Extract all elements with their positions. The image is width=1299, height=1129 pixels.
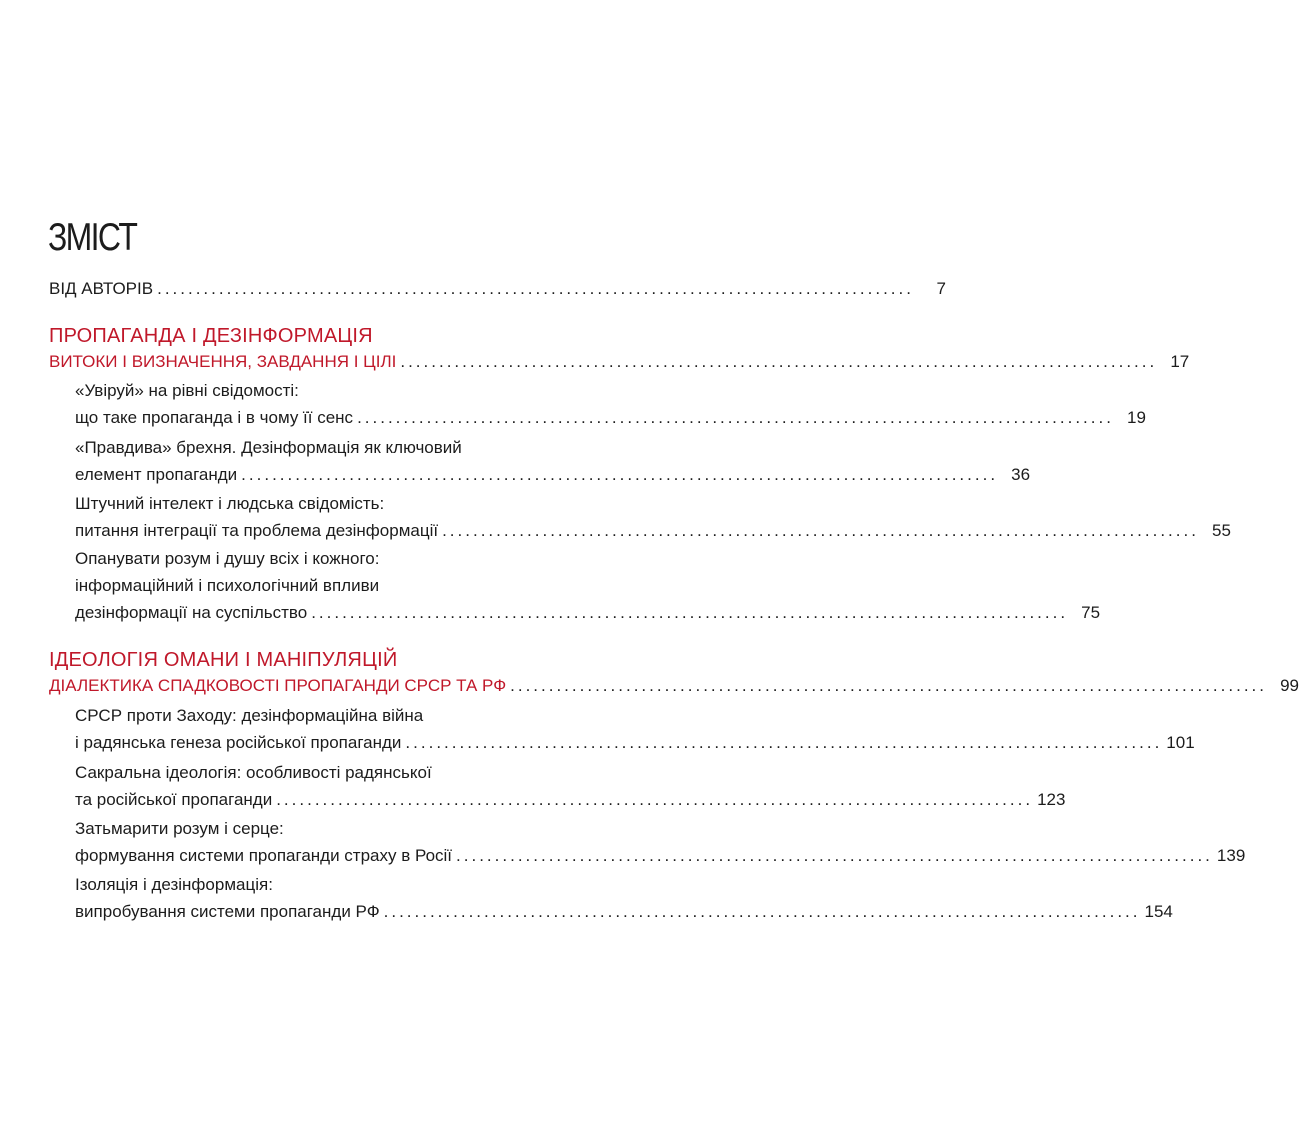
page-number: 7: [936, 279, 946, 298]
dot-leader: ..................................................................................................: [510, 676, 1267, 695]
toc-entry-title: що таке пропаганда і в чому її сенс: [75, 408, 354, 427]
dot-leader: ..................................................................................................: [442, 521, 1199, 540]
toc-entry-line: Опанувати розум і душу всіх і кожного:: [75, 549, 380, 568]
section-heading-1[interactable]: [49, 322, 1190, 375]
toc-entry[interactable]: [75, 815, 1246, 869]
dot-leader: ..................................................................................................: [241, 465, 999, 484]
toc-entry[interactable]: [75, 377, 1146, 431]
dot-leader: ..................................................................................................: [456, 846, 1213, 865]
page-number: 55: [1212, 521, 1231, 540]
dot-leader: ..................................................................................................: [357, 408, 1114, 427]
toc-entry-line: Затьмарити розум і серце:: [75, 819, 284, 838]
dot-leader: ..................................................................................................: [400, 352, 1158, 371]
toc-entry[interactable]: [75, 490, 1231, 544]
page-number: 19: [1127, 408, 1146, 427]
dot-leader: ..................................................................................................: [311, 603, 1069, 622]
toc-entry[interactable]: [75, 545, 1101, 626]
toc-entry[interactable]: [75, 759, 1066, 813]
section-subtitle: ДІАЛЕКТИКА СПАДКОВОСТІ ПРОПАГАНДИ СРСР ТА РФ: [49, 676, 507, 695]
toc-entry-line: Сакральна ідеологія: особливості радянської: [75, 763, 432, 782]
page-number: 139: [1216, 846, 1246, 865]
toc-entry-title: дезінформації на суспільство: [75, 603, 308, 622]
toc-entry-title: і радянська генеза російської пропаганди: [75, 733, 402, 752]
toc-entry-title: ВІД АВТОРІВ: [49, 279, 154, 298]
toc-entry-title: питання інтеграції та проблема дезінформації: [75, 521, 439, 540]
page-number: 123: [1037, 790, 1066, 809]
toc-entry-from-authors[interactable]: [49, 275, 946, 302]
toc-entry-title: випробування системи пропаганди РФ: [75, 902, 380, 921]
toc-entry-line: Ізоляція і дезінформація:: [75, 875, 273, 894]
toc-entry-line: «Увіруй» на рівні свідомості:: [75, 381, 299, 400]
toc-entry[interactable]: [75, 434, 1031, 488]
toc-entry-line: «Правдива» брехня. Дезінформація як ключовий: [75, 438, 462, 457]
section-title: ІДЕОЛОГІЯ ОМАНИ І МАНІПУЛЯЦІЙ: [49, 649, 398, 671]
page-number: 75: [1081, 603, 1101, 622]
toc-entry-line: СРСР проти Заходу: дезінформаційна війна: [75, 706, 424, 725]
page-number: 154: [1144, 902, 1173, 921]
toc-entry-title: формування системи пропаганди страху в Росії: [75, 846, 453, 865]
toc-entry[interactable]: [75, 871, 1173, 925]
page-title: ЗМІСТ: [48, 216, 137, 259]
section-title: ПРОПАГАНДА І ДЕЗІНФОРМАЦІЯ: [49, 325, 373, 347]
dot-leader: ..................................................................................................: [383, 902, 1141, 921]
toc-entry-title: та російської пропаганди: [75, 790, 273, 809]
page-number: 99: [1280, 676, 1299, 695]
toc-entry-title: елемент пропаганди: [75, 465, 238, 484]
toc-entry-line: Штучний інтелект і людська свідомість:: [75, 494, 385, 513]
toc-entry[interactable]: [75, 702, 1195, 756]
section-subtitle: ВИТОКИ І ВИЗНАЧЕННЯ, ЗАВДАННЯ І ЦІЛІ: [49, 352, 397, 371]
page-number: 17: [1170, 352, 1190, 371]
page-number: 36: [1011, 465, 1031, 484]
toc-entry-line: інформаційний і психологічний впливи: [75, 576, 380, 595]
page-number: 101: [1166, 733, 1195, 752]
section-heading-2[interactable]: [49, 646, 1299, 699]
dot-leader: ..................................................................................................: [157, 279, 914, 298]
dot-leader: ..................................................................................................: [276, 790, 1034, 809]
dot-leader: ..................................................................................................: [405, 733, 1163, 752]
